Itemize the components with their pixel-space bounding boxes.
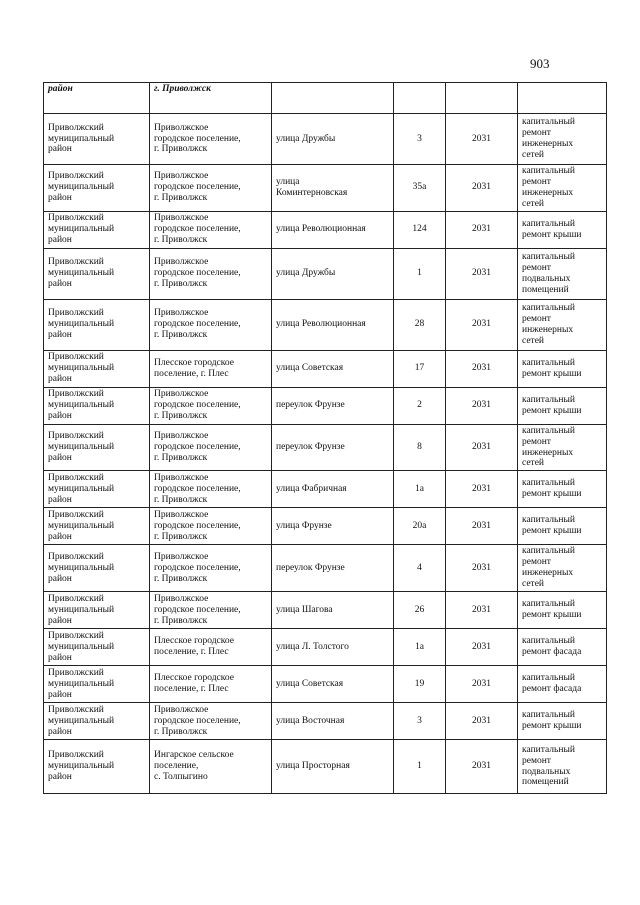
cell-street: улица Коминтерновская xyxy=(272,165,394,212)
cell-district: Приволжский муниципальный район xyxy=(44,508,150,545)
cell-work-type: капитальный ремонт фасада xyxy=(518,666,607,703)
cell-work-type: капитальный ремонт инженерных сетей xyxy=(518,165,607,212)
cell-work-type: капитальный ремонт инженерных сетей xyxy=(518,424,607,471)
cell-district: Приволжский муниципальный район xyxy=(44,424,150,471)
cell-street: улица Советская xyxy=(272,350,394,387)
cell-house: 17 xyxy=(394,350,446,387)
cell-year: 2031 xyxy=(446,471,518,508)
cell-house: 28 xyxy=(394,299,446,350)
cell-settlement: Приволжское городское поселение, г. Приволжск xyxy=(150,387,272,424)
cell-house: 1а xyxy=(394,629,446,666)
cell-house: 8 xyxy=(394,424,446,471)
cell-year: 2031 xyxy=(446,350,518,387)
cell-year: 2031 xyxy=(446,299,518,350)
cell-work-type: капитальный ремонт крыши xyxy=(518,387,607,424)
cell-street: переулок Фрунзе xyxy=(272,424,394,471)
table-row xyxy=(44,629,607,666)
cell-year: 2031 xyxy=(446,211,518,248)
cell-settlement: Плесское городское поселение, г. Плес xyxy=(150,350,272,387)
cell-house: 1 xyxy=(394,248,446,299)
table-row xyxy=(44,350,607,387)
repair-schedule-table xyxy=(43,82,607,794)
cell-street: улица Фрунзе xyxy=(272,508,394,545)
table-row xyxy=(44,592,607,629)
cell-year: 2031 xyxy=(446,740,518,794)
cell-house: 26 xyxy=(394,592,446,629)
cell-settlement: Приволжское городское поселение, г. Приволжск xyxy=(150,299,272,350)
cell-year: 2031 xyxy=(446,387,518,424)
table-row xyxy=(44,545,607,592)
cell-work-type: капитальный ремонт крыши xyxy=(518,703,607,740)
cell-year: 2031 xyxy=(446,424,518,471)
cell-house: 124 xyxy=(394,211,446,248)
table-row xyxy=(44,424,607,471)
cell-house: 2 xyxy=(394,387,446,424)
table-row xyxy=(44,703,607,740)
cell-work-type: капитальный ремонт крыши xyxy=(518,350,607,387)
cell-street: улица Л. Толстого xyxy=(272,629,394,666)
cell-district: Приволжский муниципальный район xyxy=(44,592,150,629)
cell-year: 2031 xyxy=(446,248,518,299)
cell-work-type: капитальный ремонт крыши xyxy=(518,508,607,545)
cell-year xyxy=(446,83,518,114)
cell-settlement: Приволжское городское поселение, г. Приволжск xyxy=(150,114,272,165)
cell-work-type: капитальный ремонт крыши xyxy=(518,211,607,248)
cell-work-type: капитальный ремонт фасада xyxy=(518,629,607,666)
cell-settlement: Приволжское городское поселение, г. Приволжск xyxy=(150,211,272,248)
cell-settlement: Приволжское городское поселение, г. Приволжск xyxy=(150,703,272,740)
cell-district: Приволжский муниципальный район xyxy=(44,248,150,299)
cell-street: переулок Фрунзе xyxy=(272,387,394,424)
cell-year: 2031 xyxy=(446,114,518,165)
cell-work-type: капитальный ремонт подвальных помещений xyxy=(518,740,607,794)
table-row xyxy=(44,165,607,212)
cell-street: улица Фабричная xyxy=(272,471,394,508)
cell-year: 2031 xyxy=(446,703,518,740)
cell-district: Приволжский муниципальный район xyxy=(44,165,150,212)
cell-settlement: Приволжское городское поселение, г. Приволжск xyxy=(150,165,272,212)
cell-street xyxy=(272,83,394,114)
table-row-continued xyxy=(44,83,607,114)
page-number: 903 xyxy=(530,56,550,71)
table-row xyxy=(44,248,607,299)
cell-district: Приволжский муниципальный район xyxy=(44,545,150,592)
cell-street: улица Революционная xyxy=(272,211,394,248)
cell-street: улица Просторная xyxy=(272,740,394,794)
cell-work-type: капитальный ремонт подвальных помещений xyxy=(518,248,607,299)
cell-work-type: капитальный ремонт инженерных сетей xyxy=(518,114,607,165)
cell-district: Приволжский муниципальный район xyxy=(44,629,150,666)
cell-district: Приволжский муниципальный район xyxy=(44,350,150,387)
cell-house xyxy=(394,83,446,114)
cell-street: улица Восточная xyxy=(272,703,394,740)
cell-district: Приволжский муниципальный район xyxy=(44,666,150,703)
cell-settlement: Приволжское городское поселение, г. Приволжск xyxy=(150,592,272,629)
cell-street: переулок Фрунзе xyxy=(272,545,394,592)
cell-house: 3 xyxy=(394,114,446,165)
table-row xyxy=(44,740,607,794)
cell-settlement: Приволжское городское поселение, г. Приволжск xyxy=(150,248,272,299)
cell-settlement: Ингарское сельское поселение, с. Толпыгино xyxy=(150,740,272,794)
table-row xyxy=(44,508,607,545)
table-row xyxy=(44,471,607,508)
cell-district: Приволжский муниципальный район xyxy=(44,740,150,794)
cell-house: 3 xyxy=(394,703,446,740)
cell-house: 35а xyxy=(394,165,446,212)
table-row xyxy=(44,211,607,248)
cell-settlement: Приволжское городское поселение, г. Приволжск xyxy=(150,471,272,508)
cell-street: улица Шагова xyxy=(272,592,394,629)
cell-house: 20а xyxy=(394,508,446,545)
cell-house: 19 xyxy=(394,666,446,703)
cell-settlement: Приволжское городское поселение, г. Приволжск xyxy=(150,424,272,471)
table-row xyxy=(44,299,607,350)
cell-year: 2031 xyxy=(446,666,518,703)
cell-year: 2031 xyxy=(446,545,518,592)
cell-house: 1а xyxy=(394,471,446,508)
cell-year: 2031 xyxy=(446,592,518,629)
table-row xyxy=(44,114,607,165)
cell-year: 2031 xyxy=(446,629,518,666)
cell-work-type: капитальный ремонт инженерных сетей xyxy=(518,545,607,592)
cell-district: район xyxy=(44,83,150,114)
cell-street: улица Дружбы xyxy=(272,248,394,299)
cell-work-type: капитальный ремонт инженерных сетей xyxy=(518,299,607,350)
cell-district: Приволжский муниципальный район xyxy=(44,387,150,424)
cell-settlement: г. Приволжск xyxy=(150,83,272,114)
table-row xyxy=(44,387,607,424)
cell-district: Приволжский муниципальный район xyxy=(44,299,150,350)
cell-year: 2031 xyxy=(446,508,518,545)
cell-work-type: капитальный ремонт крыши xyxy=(518,471,607,508)
cell-street: улица Советская xyxy=(272,666,394,703)
cell-settlement: Приволжское городское поселение, г. Приволжск xyxy=(150,545,272,592)
table-body xyxy=(44,83,607,794)
cell-settlement: Приволжское городское поселение, г. Приволжск xyxy=(150,508,272,545)
cell-work-type: капитальный ремонт крыши xyxy=(518,592,607,629)
cell-district: Приволжский муниципальный район xyxy=(44,114,150,165)
cell-work-type xyxy=(518,83,607,114)
cell-district: Приволжский муниципальный район xyxy=(44,703,150,740)
cell-street: улица Дружбы xyxy=(272,114,394,165)
table-row xyxy=(44,666,607,703)
cell-house: 4 xyxy=(394,545,446,592)
cell-settlement: Плесское городское поселение, г. Плес xyxy=(150,629,272,666)
cell-year: 2031 xyxy=(446,165,518,212)
cell-house: 1 xyxy=(394,740,446,794)
cell-street: улица Революционная xyxy=(272,299,394,350)
cell-district: Приволжский муниципальный район xyxy=(44,211,150,248)
cell-district: Приволжский муниципальный район xyxy=(44,471,150,508)
cell-settlement: Плесское городское поселение, г. Плес xyxy=(150,666,272,703)
